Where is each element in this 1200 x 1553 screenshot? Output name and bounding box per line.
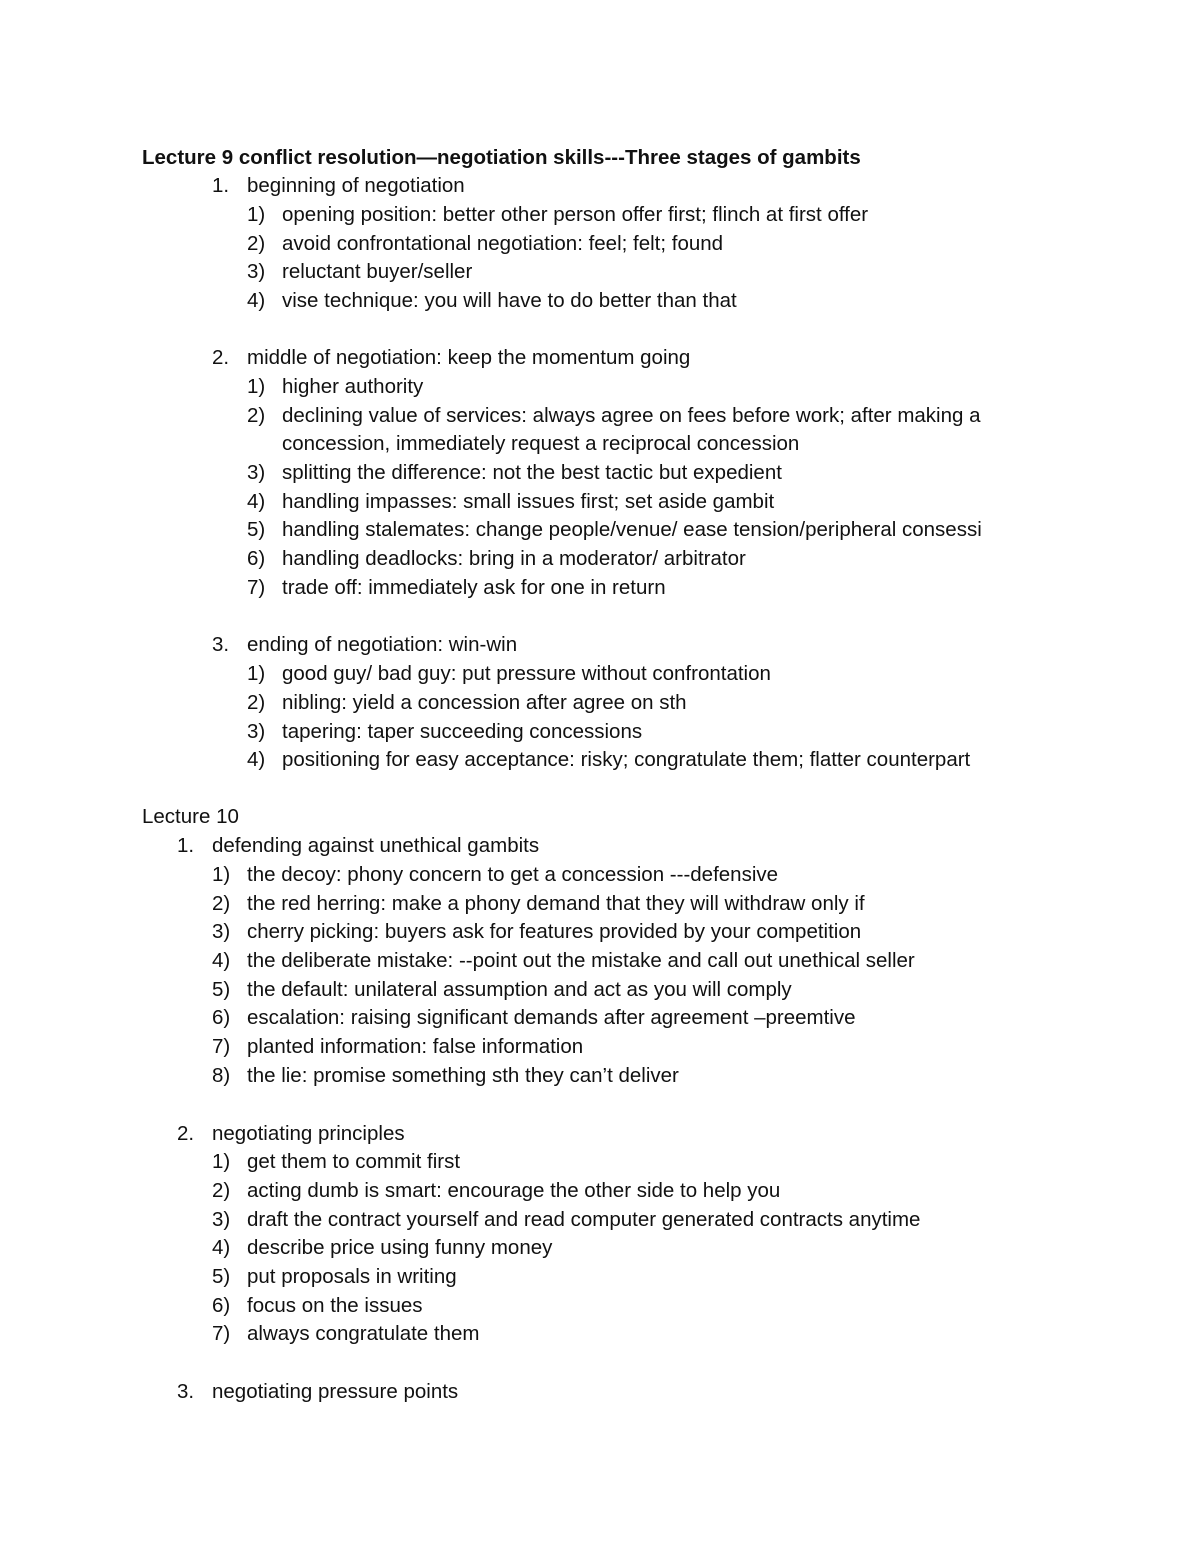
item-text: handling impasses: small issues first; set aside gambit [282,490,775,513]
item-text: vise technique: you will have to do better than that [282,289,737,312]
item-text: draft the contract yourself and read computer generated contracts anytime [247,1208,921,1231]
section-number: 3. [212,633,230,656]
item-number: 7) [212,1035,231,1058]
item-text: higher authority [282,375,424,398]
lecture-9-title: Lecture 9 conflict resolution—negotiation skills---Three stages of gambits [142,146,861,169]
item-number: 6) [247,547,266,570]
item-text: splitting the difference: not the best tactic but expedient [282,461,782,484]
item-text: avoid confrontational negotiation: feel; felt; found [282,232,724,255]
item-number: 3) [212,920,231,943]
item-text: get them to commit first [247,1150,461,1173]
item-text: good guy/ bad guy: put pressure without confrontation [282,662,771,685]
item-text: escalation: raising significant demands after agreement –preemtive [247,1006,856,1029]
item-number: 5) [247,518,266,541]
item-number: 1) [247,375,266,398]
section-number: 1. [212,174,230,197]
item-number: 4) [212,1236,231,1259]
item-number: 6) [212,1006,231,1029]
item-number: 2) [212,1179,231,1202]
item-text: describe price using funny money [247,1236,553,1259]
item-text: handling stalemates: change people/venue/ ease tension/peripheral consessi [282,518,982,541]
item-number: 2) [247,404,266,427]
item-text: focus on the issues [247,1294,423,1317]
section-number: 2. [212,346,230,369]
item-text: opening position: better other person offer first; flinch at first offer [282,203,869,226]
item-text: handling deadlocks: bring in a moderator/ arbitrator [282,547,746,570]
section-number: 2. [177,1122,195,1145]
item-text: nibling: yield a concession after agree on sth [282,691,687,714]
item-text: declining value of services: always agree on fees before work; after making a [282,404,981,427]
item-text: the default: unilateral assumption and act as you will comply [247,978,792,1001]
lecture-10-title: Lecture 10 [142,805,239,828]
item-number: 2) [247,232,266,255]
item-text: the lie: promise something sth they can’t deliver [247,1064,679,1087]
item-text: always congratulate them [247,1322,480,1345]
item-number: 1) [212,1150,231,1173]
item-number: 4) [247,289,266,312]
item-number: 1) [247,203,266,226]
item-number: 1) [212,863,231,886]
item-number: 5) [212,1265,231,1288]
item-number: 3) [247,260,266,283]
item-text: trade off: immediately ask for one in return [282,576,666,599]
item-number: 3) [247,461,266,484]
item-number: 1) [247,662,266,685]
item-text: reluctant buyer/seller [282,260,473,283]
item-number: 7) [212,1322,231,1345]
item-number: 2) [247,691,266,714]
item-number: 8) [212,1064,231,1087]
item-text: tapering: taper succeeding concessions [282,720,643,743]
section-number: 3. [177,1380,195,1403]
item-text: the deliberate mistake: --point out the mistake and call out unethical seller [247,949,915,972]
item-number: 4) [247,490,266,513]
section-heading: ending of negotiation: win-win [247,633,518,656]
item-text: put proposals in writing [247,1265,457,1288]
item-number: 6) [212,1294,231,1317]
item-text: positioning for easy acceptance: risky; congratulate them; flatter counterpart [282,748,971,771]
item-number: 5) [212,978,231,1001]
item-number: 4) [212,949,231,972]
section-heading: middle of negotiation: keep the momentum going [247,346,691,369]
item-number: 4) [247,748,266,771]
section-heading: negotiating principles [212,1122,405,1145]
item-text: the decoy: phony concern to get a concession ---defensive [247,863,779,886]
item-number: 2) [212,892,231,915]
item-text: planted information: false information [247,1035,584,1058]
item-text-continuation: concession, immediately request a reciprocal concession [282,432,800,455]
section-heading: beginning of negotiation [247,174,465,197]
section-heading: defending against unethical gambits [212,834,540,857]
item-number: 3) [212,1208,231,1231]
item-text: acting dumb is smart: encourage the other side to help you [247,1179,781,1202]
item-number: 7) [247,576,266,599]
item-text: the red herring: make a phony demand that they will withdraw only if [247,892,865,915]
section-number: 1. [177,834,195,857]
item-text: cherry picking: buyers ask for features provided by your competition [247,920,862,943]
item-number: 3) [247,720,266,743]
section-heading: negotiating pressure points [212,1380,459,1403]
